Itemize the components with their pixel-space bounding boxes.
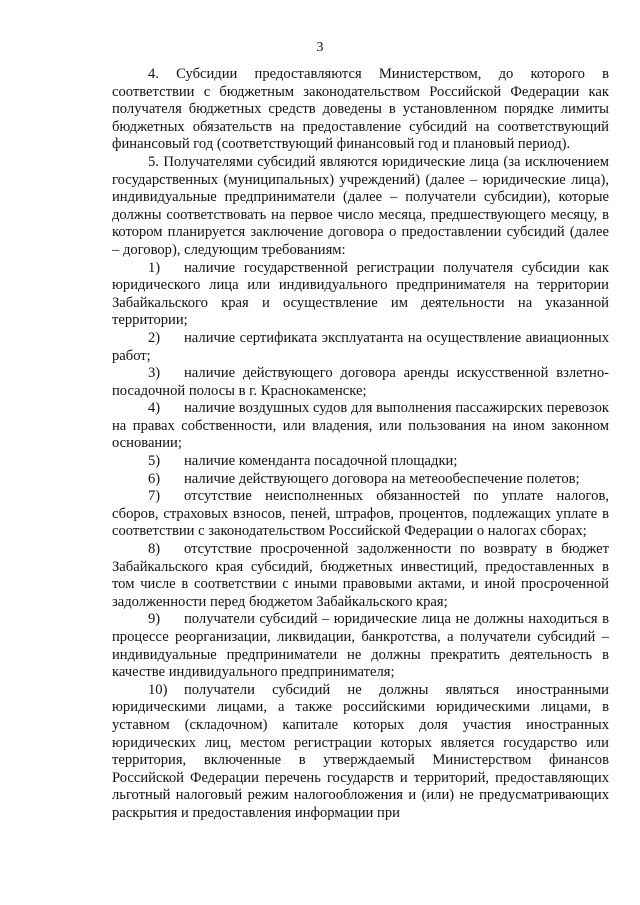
requirement-number: 9) xyxy=(148,611,161,628)
requirement-text: наличие сертификата эксплуатанта на осуществление авиационных работ; xyxy=(112,329,609,364)
requirements-list xyxy=(112,260,609,823)
requirement-number: 1) xyxy=(148,259,161,276)
requirement-number: 7) xyxy=(148,488,161,505)
requirement-item-9 xyxy=(112,611,609,681)
requirement-text: наличие воздушных судов для выполнения пассажирских перевозок на правах собственности, или владения, или пользования на ином законном основании; xyxy=(112,400,609,452)
requirement-number: 10) xyxy=(148,681,168,698)
requirement-item-10 xyxy=(112,682,609,823)
document-body xyxy=(112,66,609,823)
requirement-text: наличие государственной регистрации получателя субсидии как юридического лица или индивидуального предпринимателя на территории Забайкальского края и осуществление им деятельности на указанной территории; xyxy=(112,259,609,329)
requirement-item-8 xyxy=(112,541,609,611)
requirement-text: отсутствие неисполненных обязанностей по уплате налогов, сборов, страховых взносов, пеней, штрафов, процентов, подлежащих уплате в соответствии с законодательством Российской Федерации о налогах сборах; xyxy=(112,488,609,540)
requirement-text: наличие действующего договора аренды искусственной взлетно-посадочной полосы в г. Краснокаменске; xyxy=(112,365,609,399)
requirement-text: получатели субсидий не должны являться иностранными юридическими лицами, а также российскими юридическими лицами, в уставном (складочном) капитале которых доля участия иностранных юридических лиц, местом регистрации которых является государство или территория, включенные в утверждаемый Министерством финансов Российской Федерации перечень государств и территорий, предоставляющих льготный налоговый режим налогообложения и (или) не предусматривающих раскрытия и предоставления информации при xyxy=(112,681,609,821)
requirement-item-6 xyxy=(112,471,609,489)
requirement-text: наличие коменданта посадочной площадки; xyxy=(184,453,458,470)
page-number: 3 xyxy=(316,40,324,55)
requirement-text: наличие действующего договора на метеообеспечение полетов; xyxy=(184,470,580,487)
requirement-number: 5) xyxy=(148,453,161,470)
paragraph-5: 5. Получателями субсидий являются юридические лица (за исключением государственных (муниципальных) учреждений) (далее – юридические лица), индивидуальные предприниматели (далее – получатели субсидии), которые должны соответствовать на первое число месяца, предшествующего месяцу, в котором планируется заключение договора о предоставлении субсидий (далее – договор), следующим требованиям: xyxy=(112,153,609,258)
requirement-number: 8) xyxy=(148,541,161,558)
requirement-item-7 xyxy=(112,488,609,541)
requirement-item-1 xyxy=(112,260,609,330)
requirement-number: 3) xyxy=(148,365,161,382)
requirement-number: 6) xyxy=(148,470,161,487)
requirement-item-4 xyxy=(112,400,609,453)
requirement-number: 4) xyxy=(148,400,161,417)
requirement-text: получатели субсидий – юридические лица не должны находиться в процессе реорганизации, ликвидации, банкротства, а получатели субсидий – индивидуальные предприниматели не должны прекратить деятельность в качестве индивидуального предпринимателя; xyxy=(112,611,609,681)
requirement-item-2 xyxy=(112,330,609,365)
requirement-text: отсутствие просроченной задолженности по возврату в бюджет Забайкальского края субсидий, бюджетных инвестиций, предоставленных в том числе в соответствии с иными правовыми актами, и иной просроченной задолженности перед бюджетом Забайкальского края; xyxy=(112,541,609,610)
requirement-item-5 xyxy=(112,453,609,471)
paragraph-4: 4. Субсидии предоставляются Министерством, до которого в соответствии с бюджетным законодательством Российской Федерации как получателя бюджетных средств доведены в установленном порядке лимиты бюджетных обязательств на предоставление субсидий на соответствующий финансовый год (соответствующий финансовый год и плановый период). xyxy=(112,66,609,153)
requirement-item-3 xyxy=(112,365,609,400)
requirement-number: 2) xyxy=(148,329,161,346)
